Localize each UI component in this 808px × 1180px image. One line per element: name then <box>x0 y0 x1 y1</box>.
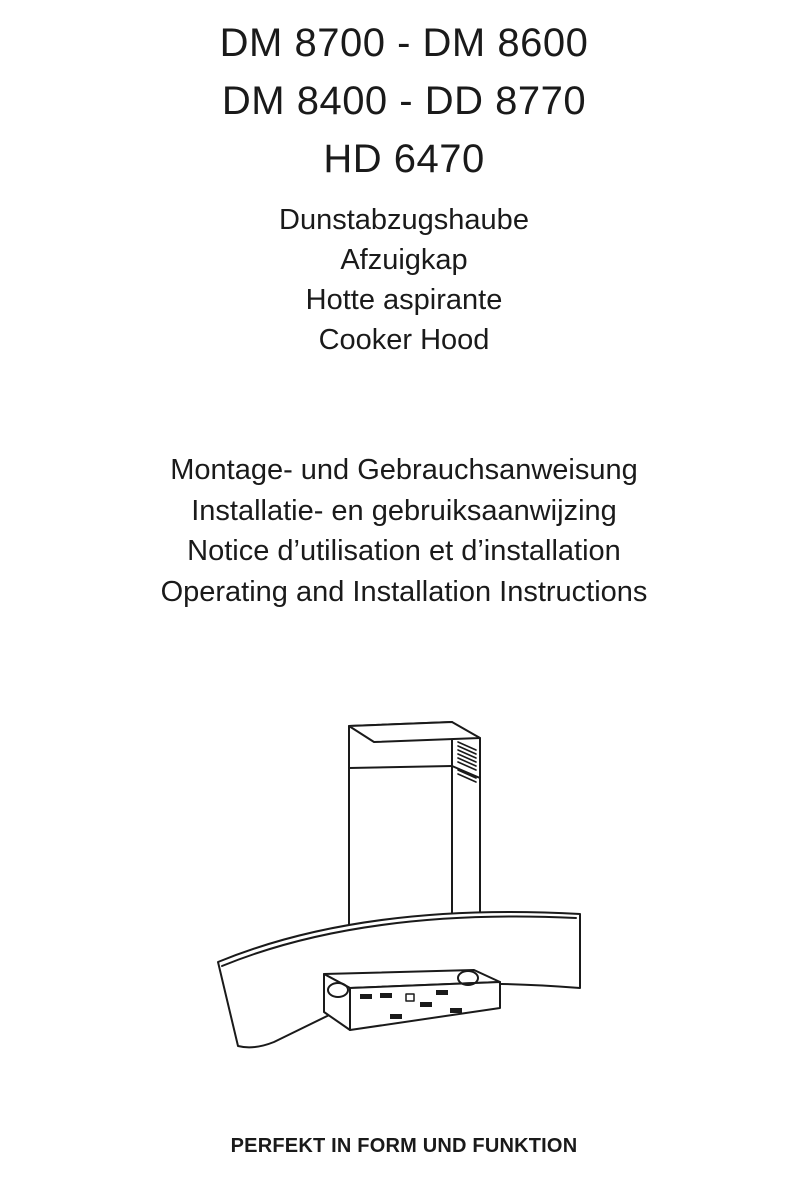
instruction-title-de: Montage- und Gebrauchsanweisung <box>170 454 638 486</box>
product-name-nl: Afzuigkap <box>340 244 468 276</box>
cooker-hood-illustration-icon <box>214 712 594 1108</box>
model-numbers <box>0 14 808 188</box>
chimney-top <box>349 722 480 742</box>
brand-slogan: PERFEKT IN FORM UND FUNKTION <box>230 1135 578 1157</box>
instruction-title-en: Operating and Installation Instructions <box>160 575 648 608</box>
chimney-front-face <box>349 722 452 944</box>
product-names <box>0 200 808 360</box>
model-line-1: DM 8700 - DM 8600 <box>219 21 589 65</box>
product-name-en: Cooker Hood <box>318 324 490 356</box>
model-line-2: DM 8400 - DD 8770 <box>221 79 587 123</box>
model-line-3: HD 6470 <box>323 137 485 181</box>
product-name-de: Dunstabzugshaube <box>279 204 529 236</box>
instruction-titles <box>0 450 808 612</box>
instruction-title-nl: Installatie- en gebruiksaanwijzing <box>191 494 617 527</box>
instruction-title-fr: Notice d’utilisation et d’installation <box>187 535 621 567</box>
product-name-fr: Hotte aspirante <box>305 284 503 316</box>
